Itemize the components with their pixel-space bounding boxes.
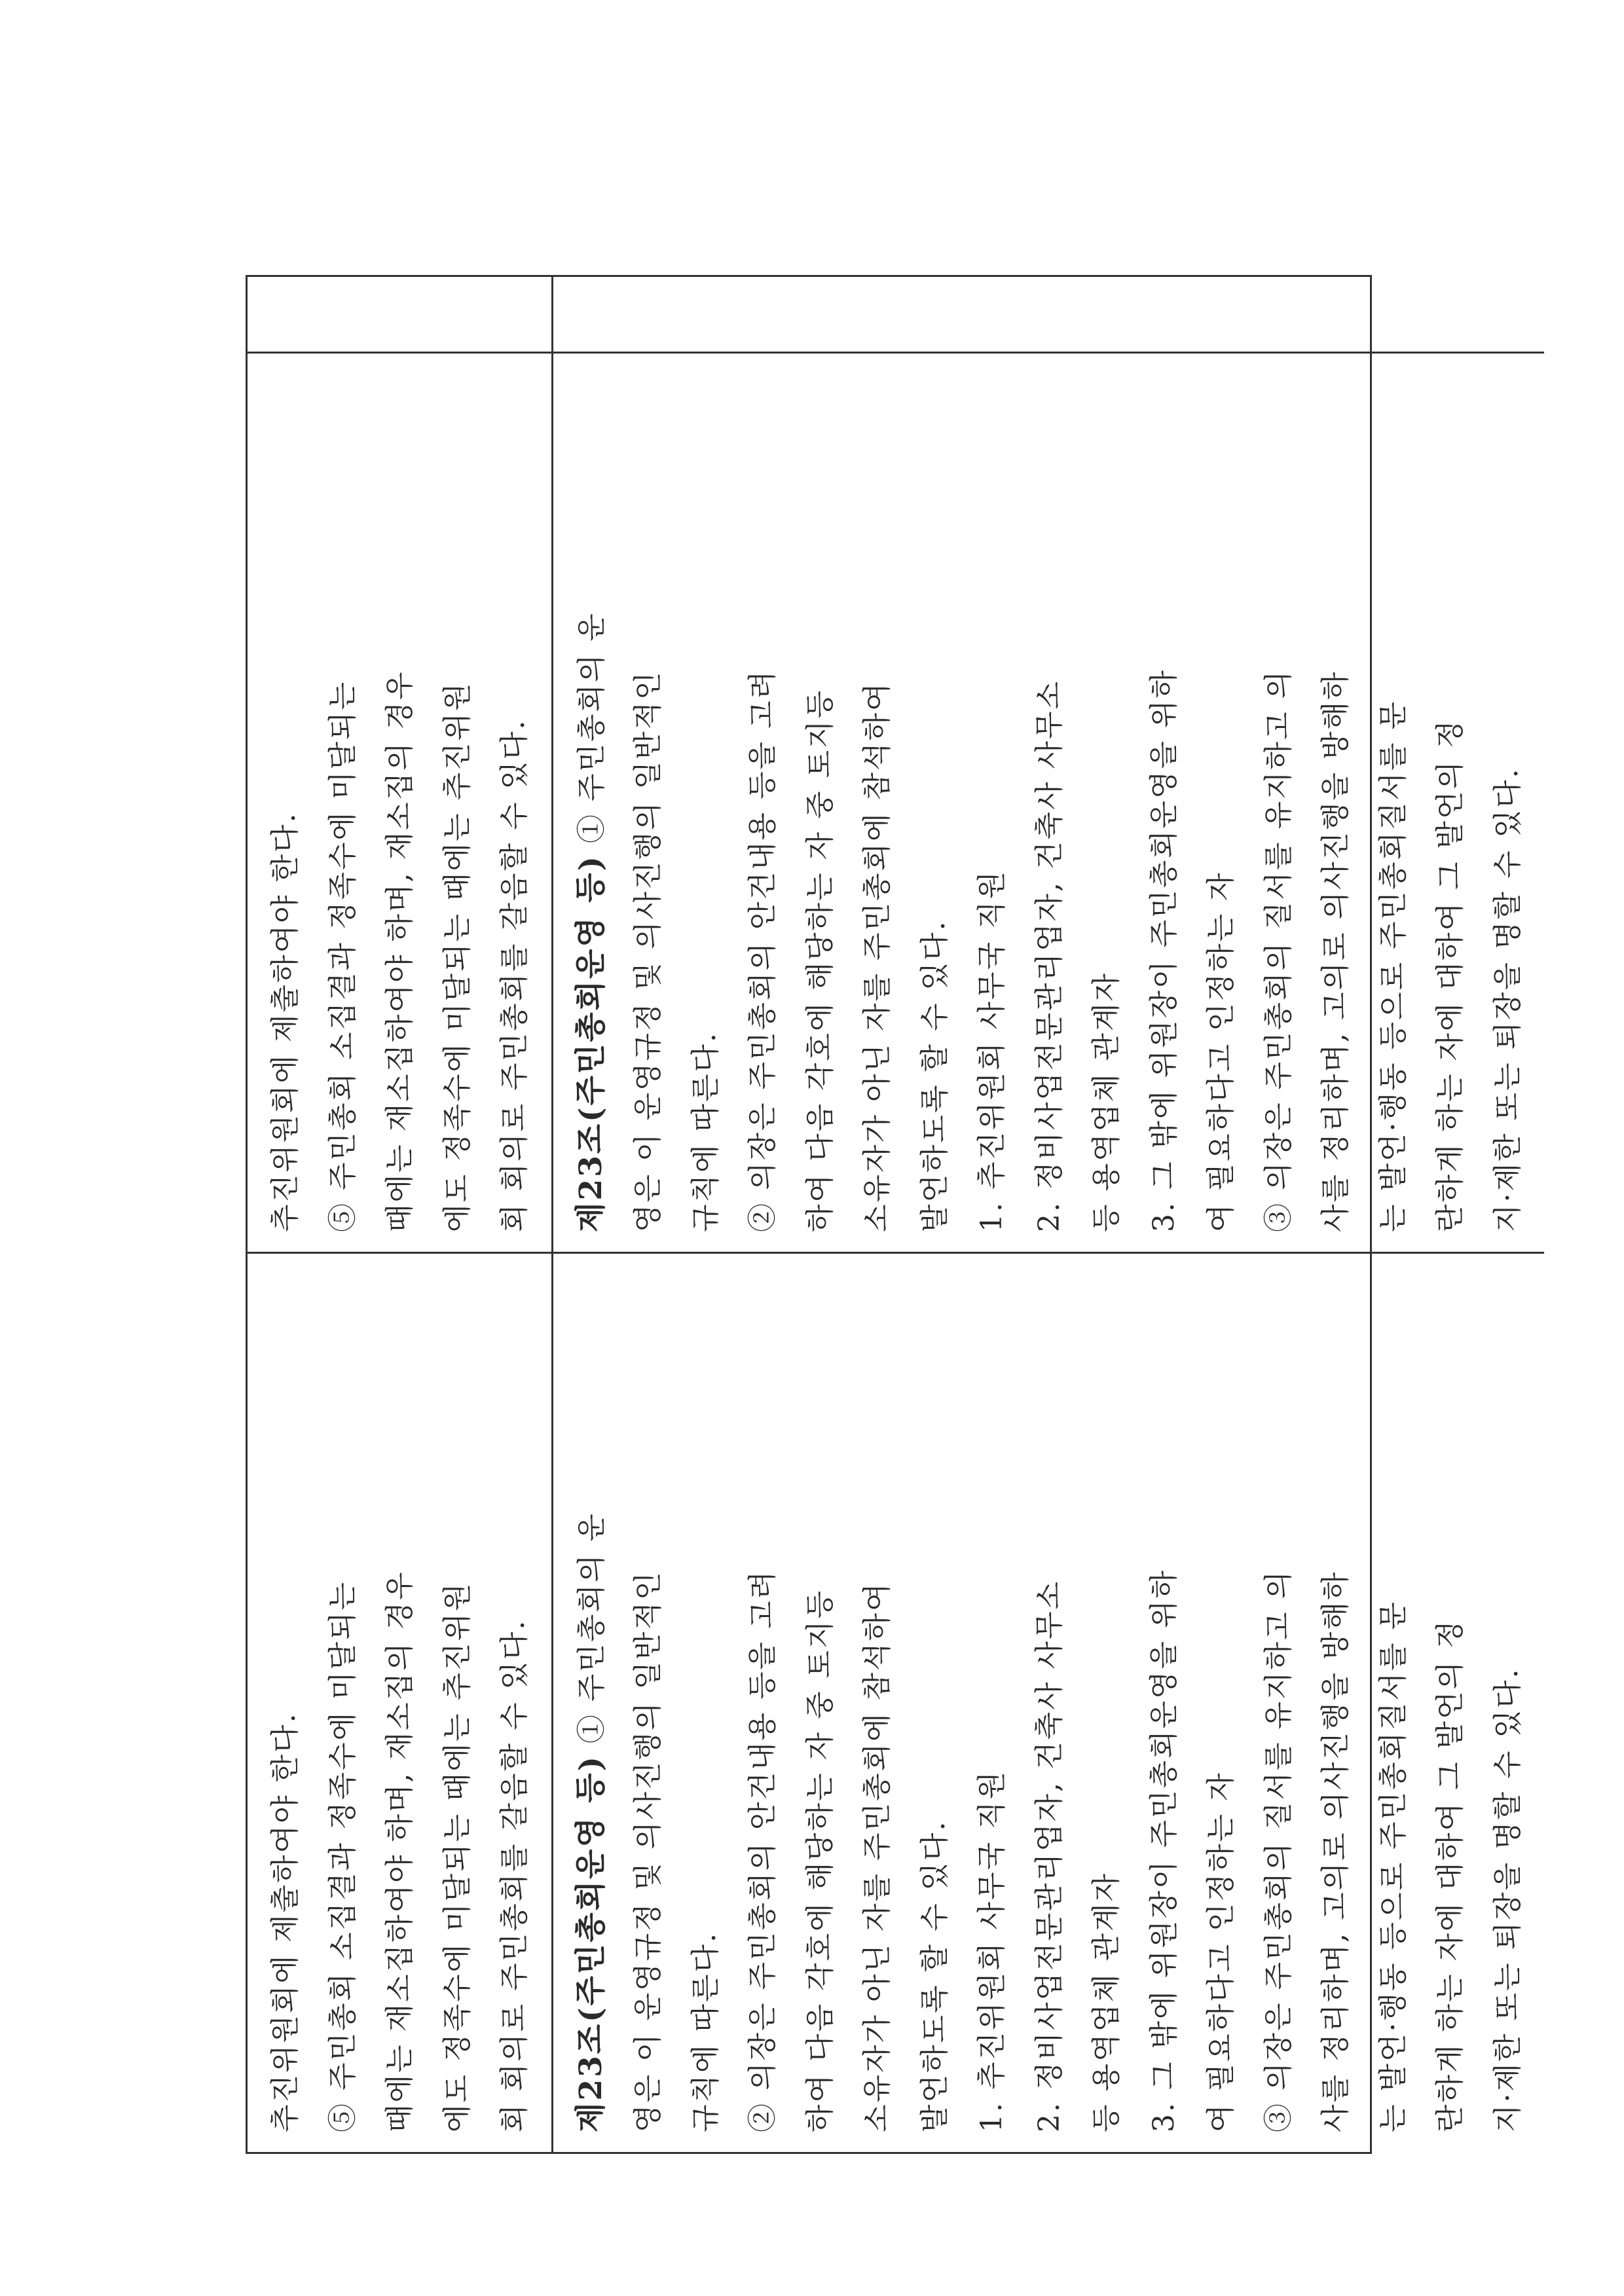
comparison-table — [246, 275, 1524, 2154]
text-line: ③ 의장은 주민총회의 질서를 유지하고 의 — [1261, 669, 1295, 1232]
text-line: 사를 정리하며, 고의로 의사진행을 방해하 — [1319, 1570, 1352, 2132]
text-line: 여 필요하다고 인정하는 자 — [1204, 871, 1238, 1232]
table-row-bottom — [553, 277, 1545, 2152]
text-line: 3. 그 밖에 위원장이 주민총회운영을 위하 — [1147, 668, 1181, 1232]
text-line: ② 의장은 주민총회의 안건내용 등을 고려 — [746, 1569, 779, 2132]
text-line: 2. 정비사업전문관리업자, 건축사 사무소 — [1032, 1580, 1066, 2132]
text-line: 1. 추진위원회 사무국 직원 — [975, 1770, 1008, 2132]
text-line: 때에는 재소집하여야 하며, 재소집의 경우 — [383, 670, 416, 1232]
text-line: ③ 의장은 주민총회의 질서를 유지하고 의 — [1261, 1569, 1295, 2132]
text-line: 소유자가 아닌 자를 주민총회에 참석하여 — [860, 1581, 894, 2132]
text-line: 는 발언·행동 등으로 주민총회질서를 문 — [1376, 1600, 1410, 2132]
text-line: 란하게 하는 자에 대하여 그 발언의 정 — [1433, 718, 1467, 1232]
text-line: 회 회의로 주민총회를 갈음할 수 있다. — [498, 718, 531, 1232]
article-heading: 제23조(주민총회운영 등) — [572, 854, 609, 1232]
text-line: 등 용역업체 관계자 — [1090, 971, 1123, 1232]
text-line: 3. 그 밖에 위원장이 주민총회운영을 위하 — [1147, 1569, 1181, 2132]
cell-top-left — [248, 1252, 551, 2152]
cell-top-middle — [248, 352, 551, 1252]
text-line: 여 필요하다고 인정하는 자 — [1204, 1771, 1238, 2132]
text-line: 발언하도록 할 수 있다. — [917, 1819, 951, 2132]
cell-bottom-left — [553, 1252, 1545, 2152]
text-line: 사를 정리하며, 고의로 의사진행을 방해하 — [1319, 670, 1352, 1232]
article-lead: ① 주민총회의 운 — [574, 611, 608, 855]
text-line: ② 의장은 주민총회의 안건내용 등을 고려 — [746, 669, 779, 1232]
text-line: 규칙에 따른다. — [688, 1031, 722, 1232]
text-line: 란하게 하는 자에 대하여 그 발언의 정 — [1433, 1618, 1467, 2132]
cell-bottom-right-empty — [553, 277, 1545, 352]
text-line: ⑤ 주민총회 소집결과 정족수에 미달되는 — [325, 680, 360, 1232]
table-row-top — [248, 277, 553, 2152]
text-line: 때에는 재소집하여야 하며, 재소집의 경우 — [383, 1570, 416, 2132]
text-line: ⑤ 주민총회 소집결과 정족수에 미달되는 — [325, 1580, 360, 2132]
text-line: 추진위원회에 제출하여야 한다. — [268, 1711, 302, 2132]
text-line: 영은 이 운영규정 및 의사진행의 일반적인 — [631, 670, 665, 1232]
text-line: 지·제한 또는 퇴장을 명할 수 있다. — [1490, 1667, 1524, 2132]
text-line: 발언하도록 할 수 있다. — [917, 919, 951, 1232]
article-heading: 제23조(주민총회운영 등) — [572, 1755, 609, 2132]
text-line: 등 용역업체 관계자 — [1090, 1871, 1123, 2132]
text-line: 에도 정족수에 미달되는 때에는 추진위원 — [440, 1581, 474, 2132]
cell-top-right-empty — [248, 277, 551, 352]
cell-bottom-middle — [553, 352, 1545, 1252]
text-line: 2. 정비사업전문관리업자, 건축사 사무소 — [1032, 680, 1066, 1232]
text-line: 하여 다음 각호에 해당하는 자 중 토지등 — [803, 1589, 837, 2132]
text-line: 지·제한 또는 퇴장을 명할 수 있다. — [1490, 767, 1524, 1232]
text-line: 하여 다음 각호에 해당하는 자 중 토지등 — [803, 689, 837, 1232]
text-line: 는 발언·행동 등으로 주민총회질서를 문 — [1376, 700, 1410, 1232]
text-line: 규칙에 따른다. — [688, 1931, 722, 2132]
text-line: 소유자가 아닌 자를 주민총회에 참석하여 — [860, 681, 894, 1232]
text-line: 회 회의로 주민총회를 갈음할 수 있다. — [498, 1618, 531, 2132]
text-line: 1. 추진위원회 사무국 직원 — [975, 869, 1008, 1232]
text-line: 추진위원회에 제출하여야 한다. — [268, 811, 302, 1232]
article-heading-line — [570, 1273, 628, 2132]
text-line: 에도 정족수에 미달되는 때에는 추진위원 — [440, 681, 474, 1232]
article-heading-line — [570, 373, 628, 1232]
article-lead: ① 주민총회의 운 — [574, 1512, 608, 1755]
text-line: 영은 이 운영규정 및 의사진행의 일반적인 — [631, 1570, 665, 2132]
